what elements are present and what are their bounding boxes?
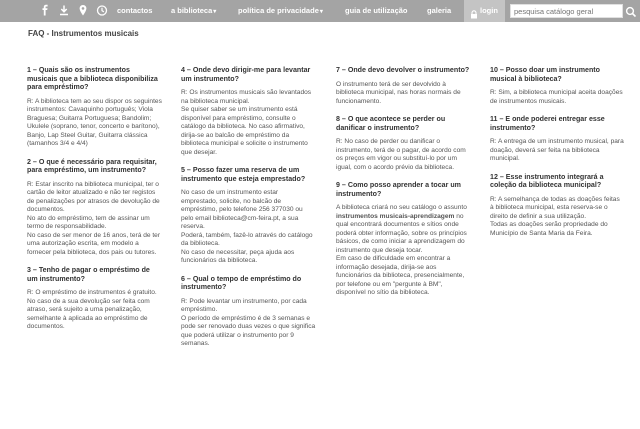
nav-a-biblioteca[interactable]	[171, 0, 216, 22]
nav-link-label: a biblioteca	[171, 6, 213, 15]
faq-answer: R: O empréstimo de instrumentos é gratuito. No caso de a sua devolução ser feita com atraso, será sujeito a uma penalização, semelhante à aplicada ao empréstimo de documentos.	[27, 289, 157, 330]
faq-answer: No caso de um instrumento estar emprestado, solicite, no balcão de empréstimo, pelo telefone 256 377030 ou pelo email biblioteca@cm-feira.pt, a sua reserva. Poderá, também, fazê-lo através do catálogo da biblioteca. No caso de necessitar, peça ajuda aos funcionários da biblioteca.	[181, 189, 313, 264]
nav-link-label: política de privacidade	[238, 6, 319, 15]
faq-question: 2 – O que é necessário para requisitar, para empréstimo, um instrumento?	[27, 157, 157, 174]
faq-item	[181, 66, 316, 157]
chevron-down-icon: ▾	[319, 9, 323, 15]
search-input[interactable]	[510, 4, 623, 18]
faq-question: 7 – Onde devo devolver o instrumento?	[336, 66, 470, 74]
lock-icon	[470, 6, 478, 15]
nav-guia-utilizacao[interactable]	[345, 0, 408, 22]
faq-question: 5 – Posso fazer uma reserva de um instrumento que esteja emprestado?	[181, 166, 306, 183]
facebook-icon[interactable]	[39, 4, 51, 17]
faq-column-2	[181, 66, 316, 358]
faq-item	[336, 115, 471, 172]
login-button[interactable]	[464, 0, 505, 22]
faq-answer: R: Pode levantar um instrumento, por cada empréstimo. O período de empréstimo é de 3 semanas e pode ser renovado duas vezes o que significa que poderá utilizar o instrumento por 9 semanas.	[181, 297, 316, 347]
login-label: login	[480, 6, 498, 15]
faq-column-3	[336, 66, 471, 307]
faq-question: 10 – Posso doar um instrumento musical à biblioteca?	[490, 66, 600, 83]
faq-answer: R: Os instrumentos musicais são levantados na biblioteca municipal. Se quiser saber se um instrumento está disponível para empréstimo, consulte o catálogo da biblioteca. No caso afirmativo, dirija-se ao balcão de empréstimo da biblioteca municipal e solicite o instrumento que desejar.	[181, 89, 312, 156]
faq-item	[490, 66, 625, 106]
map-pin-icon[interactable]	[77, 4, 89, 17]
download-icon[interactable]	[58, 4, 70, 17]
nav-link-label: guia de utilização	[345, 6, 408, 15]
nav-politica-privacidade[interactable]	[238, 0, 323, 22]
faq-question: 8 – O que acontece se perder ou danificar o instrumento?	[336, 115, 446, 132]
faq-column-1	[27, 66, 162, 341]
faq-question: 9 – Como posso aprender a tocar um instrumento?	[336, 181, 461, 198]
faq-question: 1 – Quais são os instrumentos musicais que a biblioteca disponibiliza para empréstimo?	[27, 66, 158, 91]
faq-column-4	[490, 66, 625, 247]
search-icon[interactable]	[625, 5, 637, 17]
faq-item	[336, 181, 471, 298]
page-title: FAQ - Instrumentos musicais	[28, 29, 139, 38]
faq-answer: O instrumento terá de ser devolvido à biblioteca municipal, nas horas normais de funcionamento.	[336, 80, 461, 105]
nav-link-label: galeria	[427, 6, 452, 15]
faq-item	[181, 275, 316, 349]
clock-icon[interactable]	[96, 4, 108, 17]
faq-answer: R: A biblioteca tem ao seu dispor os seguintes instrumentos: Cavaquinho português; Viola Braguesa; Guitarra Portuguesa; Bandolim; Ukulele (soprano, tenor, concerto e barítono), Banjo, Lap Steel Guitar, Guitarra clássica (tamanhos 3/4 e 4/4)	[27, 97, 162, 147]
faq-item	[490, 115, 625, 164]
top-navigation-bar	[0, 0, 640, 22]
faq-item	[490, 173, 625, 239]
faq-answer: R: A semelhança de todas as doações feitas à biblioteca municipal, esta reserva-se o direito de definir a sua utilização. Todas as doações serão propriedade do Município de Santa Maria da Feira.	[490, 195, 620, 237]
faq-question: 12 – Esse instrumento integrará a coleção da biblioteca municipal?	[490, 172, 604, 189]
nav-link-label: contactos	[117, 6, 153, 15]
faq-question: 6 – Qual o tempo de empréstimo do instrumento?	[181, 274, 302, 291]
nav-galeria[interactable]	[427, 0, 451, 22]
faq-item	[27, 66, 162, 149]
faq-answer: R: No caso de perder ou danificar o instrumento, terá de o pagar, de acordo com os preços em vigor ou substituí-lo por um igual, com o acordo prévio da biblioteca.	[336, 138, 466, 171]
faq-item	[336, 66, 471, 106]
nav-contactos[interactable]	[117, 0, 152, 22]
faq-question: 4 – Onde devo dirigir-me para levantar um instrumento?	[181, 66, 311, 83]
faq-item	[181, 166, 316, 266]
faq-item	[27, 158, 162, 258]
faq-question: 3 – Tenho de pagar o empréstimo de um instrumento?	[27, 266, 150, 283]
chevron-down-icon: ▾	[213, 9, 217, 15]
faq-answer: R: A entrega de um instrumento musical, para doação, deverá ser feita na biblioteca municipal.	[490, 138, 624, 162]
subject-term: instrumentos musicais-aprendizagem	[336, 212, 455, 220]
faq-question: 11 – E onde poderei entregar esse instrumento?	[490, 115, 605, 132]
faq-answer: A biblioteca criará no seu catálogo o assunto instrumentos musicais-aprendizagem no qual encontrará documentos e sítios onde poderá obter informação, sobre os princípios básicos, de como iniciar a aprendizagem do instrumento que deseja tocar. Em caso de dificuldade em encontrar a informação desejada, dirija-se aos funcionários da biblioteca, presencialmente, por telefone ou em "pergunte à BM", disponível no sítio da biblioteca.	[336, 204, 467, 296]
faq-answer: R: Estar inscrito na biblioteca municipal, ter o cartão de leitor atualizado e não ter registos de penalizações por atrasos de devolução de documentos. No ato do empréstimo, tem de assinar um termo de responsabilidade. No caso de ser menor de 16 anos, terá de ter uma autorização escrita, em modelo a fornecer pela biblioteca, dos pais ou tutores.	[27, 180, 161, 256]
faq-answer: R: Sim, a biblioteca municipal aceita doações de instrumentos musicais.	[490, 89, 623, 105]
faq-item	[27, 266, 162, 332]
